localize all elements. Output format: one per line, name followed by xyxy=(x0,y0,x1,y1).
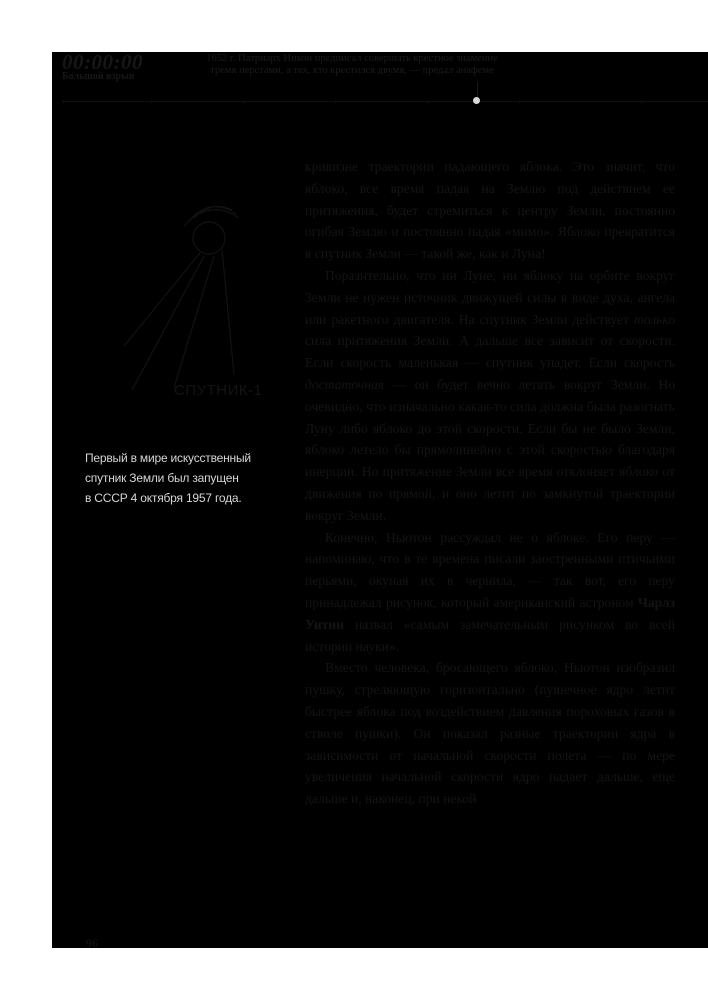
paragraph xyxy=(305,156,675,265)
italic-text: достаточная xyxy=(305,376,385,392)
timeline-arrow-icon: › xyxy=(640,95,644,107)
header-event-line: тремя перстами, а тех, кто крестился двумя, — предал анафеме xyxy=(210,65,494,76)
italic-text: только xyxy=(633,311,675,327)
text-run: назвал «самым замечательным рисунком во всей истории науки». xyxy=(305,616,675,654)
page-number: 96 xyxy=(86,936,98,948)
text-run: — он будет вечно летать вокруг Земли. Но очевидно, что изначально какая-то сила должна была разогнать Луну либо яблоко до этой скорости. Если бы не было Земли, яблоко летело бы прямолинейно с этой скоростью благодаря инерции. Но притяжение Земли все время отклоняет яблоко от движения по прямой, и оно летит по замкнутой траектории вокруг Земли. xyxy=(305,376,675,523)
timeline-arrow-icon: › xyxy=(242,95,246,107)
caption-line: спутник Земли был запущен xyxy=(85,471,239,485)
timeline-current-marker xyxy=(473,97,480,104)
illustration-caption xyxy=(85,448,265,508)
timeline-arrow-icon: › xyxy=(334,95,338,107)
header-clock: 00:00:00 xyxy=(62,52,143,74)
book-page xyxy=(52,52,708,948)
header-event-line: 1652 г. Патриарх Никон предписал совершать крестное знамение xyxy=(206,53,498,64)
caption-line: в СССР 4 октября 1957 года. xyxy=(85,491,242,505)
header-clock-label: Большой взрыв xyxy=(62,71,135,82)
header-event-text xyxy=(172,53,532,77)
caption-line: Первый в мире искусственный xyxy=(85,451,251,465)
sputnik-illustration xyxy=(114,178,264,398)
timeline-arrow-icon: › xyxy=(518,95,522,107)
paragraph xyxy=(305,265,675,527)
main-text xyxy=(305,156,675,810)
paragraph xyxy=(305,657,675,810)
timeline-bar xyxy=(62,96,708,108)
text-run: Конечно, Ньютон рассуждал не о яблоке. Его перу — напоминаю, что в те времена писали заостренными птичьими перьями, окуная их в чернила, — так вот, его перу принадлежал рисунок, который американский астроном xyxy=(305,529,675,610)
text-run: сила притяжения Земли. А дальше все зависит от скорости. Если скорость маленькая — спутник упадет. Если скорость xyxy=(305,333,675,371)
text-run: Вместо человека, бросающего яблоко, Ньютон изобразил пушку, стреляющую горизонтально (пушечное ядро летит быстрее яблока под воздействием давления пороховых газов в стволе пушки). Он показал разные траектории ядра в зависимости от начальной скорости полета — по мере увеличения начальной скорости ядро падает дальше, еще дальше и, наконец, при некой xyxy=(305,660,675,807)
timeline-arrow-icon: › xyxy=(62,95,66,107)
paragraph xyxy=(305,527,675,658)
timeline-arrow-icon: › xyxy=(426,95,430,107)
bold-name: Чарлз Уитни xyxy=(305,594,675,632)
text-run: Поразительно, что ни Луне, ни яблоку на орбите вокруг Земли не нужен источник движущей силы в виде духа, ангела или ракетного двигателя. На спутник Земли действует xyxy=(305,267,675,327)
timeline-arrow-icon: › xyxy=(150,95,154,107)
sputnik-label: СПУТНИК-1 xyxy=(174,382,263,399)
text-run: кривизне траектории падающего яблока. Это значит, что яблоко, все время падая на Землю под действием ее притяжения, будет стремиться к центру Земли, постоянно огибая Землю и постоянно падая «мимо». Яблоко превратится в спутник Земли — такой же, как и Луна! xyxy=(305,159,675,262)
